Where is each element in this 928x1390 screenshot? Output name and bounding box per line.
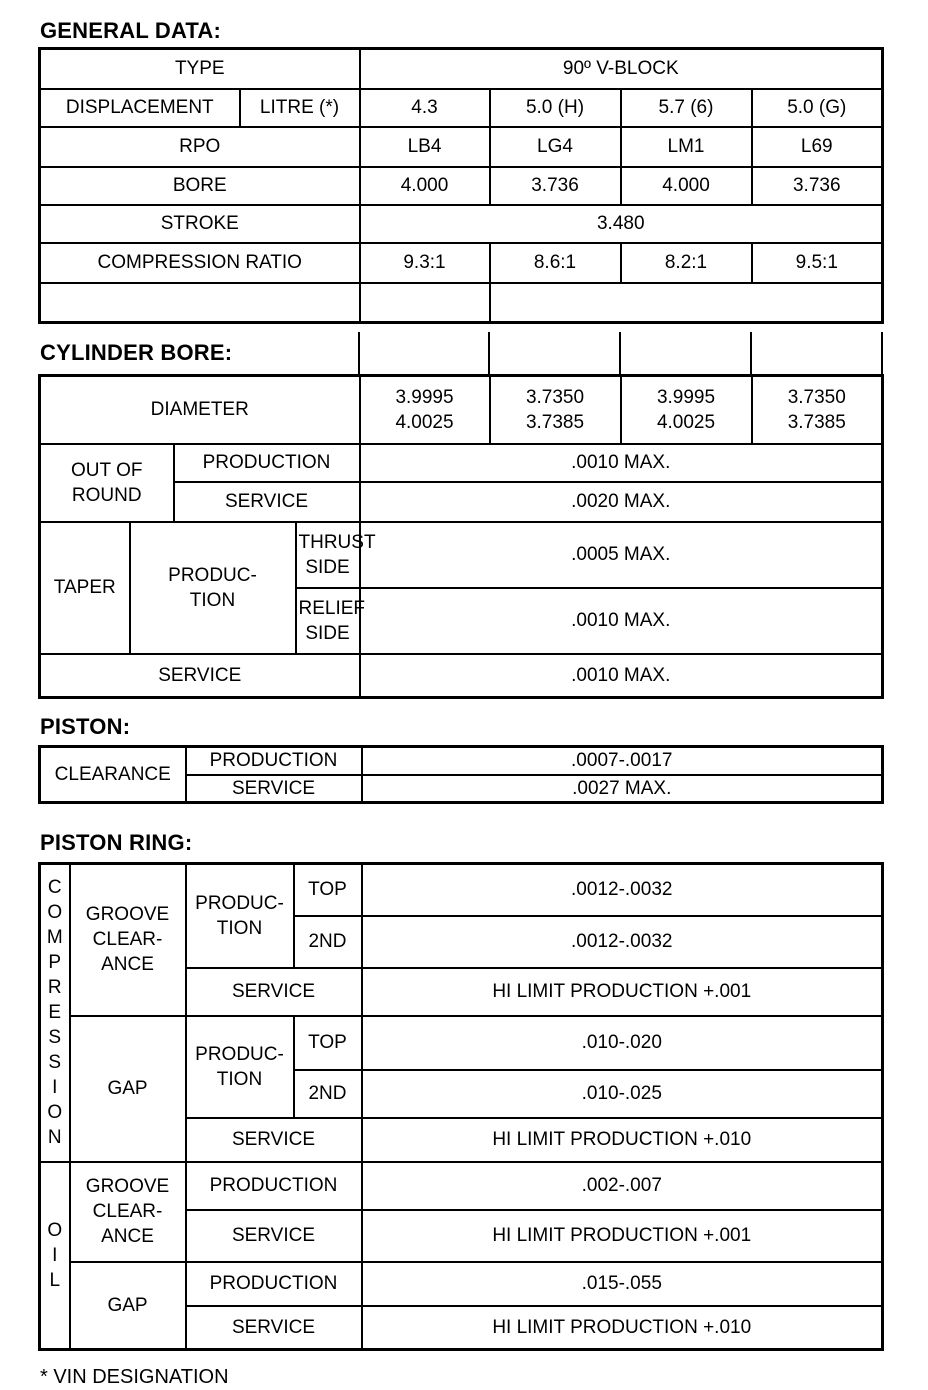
comp-groove-clearance-label: GROOVE CLEAR- ANCE [70,864,186,1016]
comp-gap-top-label: TOP [294,1016,362,1070]
diameter-value: 3.9995 4.0025 [621,376,752,444]
comp-groove-2nd-value: .0012-.0032 [362,916,883,968]
cylinder-bore-header-strip [358,332,883,374]
comp-groove-service-value: HI LIMIT PRODUCTION +.001 [362,968,883,1016]
compression-ratio-label: COMPRESSION RATIO [40,243,360,283]
out-of-round-label: OUT OF ROUND [40,444,174,522]
type-value: 90º V-BLOCK [360,49,883,89]
rpo-value: L69 [752,127,883,167]
litre-value: 5.0 (G) [752,89,883,127]
oil-groove-service-label: SERVICE [186,1210,362,1262]
comp-groove-2nd-label: 2ND [294,916,362,968]
litre-label: LITRE (*) [240,89,360,127]
litre-value: 5.7 (6) [621,89,752,127]
comp-groove-top-value: .0012-.0032 [362,864,883,916]
diameter-value: 3.7350 3.7385 [752,376,883,444]
oil-gap-label: GAP [70,1262,186,1350]
compression-vertical-label: C O M P R E S S I O N [40,864,70,1162]
piston-ring-heading: PISTON RING: [40,830,193,855]
blank-cell [751,332,882,374]
relief-side-value: .0010 MAX. [360,588,883,654]
blank-cell [490,283,883,323]
oor-production-label: PRODUCTION [174,444,360,482]
footnote: * VIN DESIGNATION [40,1366,229,1388]
comp-groove-service-label: SERVICE [186,968,362,1016]
piston-production-label: PRODUCTION [186,747,362,775]
compression-ratio-value: 8.2:1 [621,243,752,283]
bore-value: 4.000 [360,167,490,205]
oor-service-label: SERVICE [174,482,360,522]
litre-value: 4.3 [360,89,490,127]
oor-production-value: .0010 MAX. [360,444,883,482]
piston-service-value: .0027 MAX. [362,775,883,803]
thrust-side-value: .0005 MAX. [360,522,883,588]
compression-ratio-value: 8.6:1 [490,243,621,283]
oil-groove-clearance-label: GROOVE CLEAR- ANCE [70,1162,186,1262]
bore-value: 3.736 [490,167,621,205]
oil-groove-production-value: .002-.007 [362,1162,883,1210]
piston-production-value: .0007-.0017 [362,747,883,775]
litre-value: 5.0 (H) [490,89,621,127]
compression-ratio-value: 9.5:1 [752,243,883,283]
blank-cell [40,283,360,323]
oor-service-value: .0020 MAX. [360,482,883,522]
rpo-value: LM1 [621,127,752,167]
blank-cell [620,332,751,374]
comp-gap-top-value: .010-.020 [362,1016,883,1070]
cylinder-bore-table [38,374,884,699]
oil-gap-production-value: .015-.055 [362,1262,883,1306]
comp-groove-top-label: TOP [294,864,362,916]
rpo-value: LB4 [360,127,490,167]
taper-service-value: .0010 MAX. [360,654,883,698]
comp-gap-service-value: HI LIMIT PRODUCTION +.010 [362,1118,883,1162]
type-label: TYPE [40,49,360,89]
bore-value: 4.000 [621,167,752,205]
displacement-label: DISPLACEMENT [40,89,240,127]
taper-label: TAPER [40,522,130,654]
bore-label: BORE [40,167,360,205]
rpo-value: LG4 [490,127,621,167]
blank-cell [359,332,489,374]
taper-service-label: SERVICE [40,654,360,698]
blank-cell [489,332,620,374]
relief-side-label: RELIEF SIDE [296,588,360,654]
comp-gap-production-label: PRODUC- TION [186,1016,294,1118]
oil-gap-service-value: HI LIMIT PRODUCTION +.010 [362,1306,883,1350]
blank-cell [360,283,490,323]
piston-heading: PISTON: [40,714,131,739]
diameter-label: DIAMETER [40,376,360,444]
comp-groove-production-label: PRODUC- TION [186,864,294,968]
stroke-value: 3.480 [360,205,883,243]
bore-value: 3.736 [752,167,883,205]
general-data-heading: GENERAL DATA: [40,18,222,43]
piston-table [38,745,884,804]
thrust-side-label: THRUST SIDE [296,522,360,588]
compression-ratio-value: 9.3:1 [360,243,490,283]
oil-gap-production-label: PRODUCTION [186,1262,362,1306]
taper-production-label: PRODUC- TION [130,522,296,654]
comp-gap-service-label: SERVICE [186,1118,362,1162]
diameter-value: 3.7350 3.7385 [490,376,621,444]
comp-gap-2nd-value: .010-.025 [362,1070,883,1118]
general-data-table [38,47,884,324]
rpo-label: RPO [40,127,360,167]
comp-gap-2nd-label: 2ND [294,1070,362,1118]
diameter-value: 3.9995 4.0025 [360,376,490,444]
comp-gap-label: GAP [70,1016,186,1162]
stroke-label: STROKE [40,205,360,243]
clearance-label: CLEARANCE [40,747,186,803]
piston-ring-table [38,862,884,1351]
oil-vertical-label: O I L [40,1162,70,1350]
oil-gap-service-label: SERVICE [186,1306,362,1350]
piston-service-label: SERVICE [186,775,362,803]
cylinder-bore-heading: CYLINDER BORE: [40,340,233,365]
oil-groove-service-value: HI LIMIT PRODUCTION +.001 [362,1210,883,1262]
oil-groove-production-label: PRODUCTION [186,1162,362,1210]
